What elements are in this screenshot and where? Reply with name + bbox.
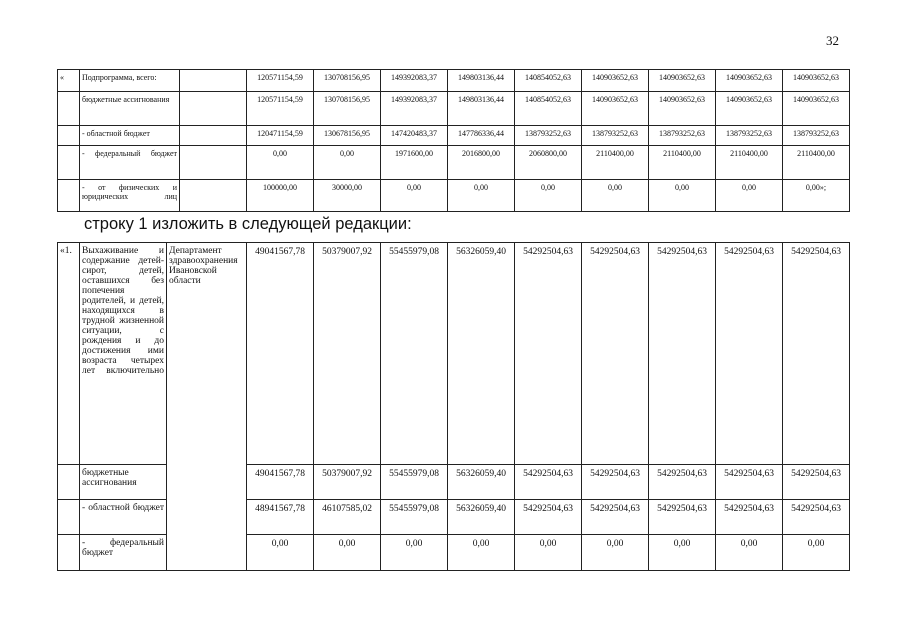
value-cell: 0,00 [247, 146, 314, 180]
executor-cell: Департамент здравоохранения Ивановской области [167, 243, 247, 571]
value-cell: 54292504,63 [716, 500, 783, 535]
value-cell: 147420483,37 [381, 126, 448, 146]
value-cell: 55455979,08 [381, 243, 448, 465]
row-number-cell [58, 535, 80, 571]
row-number-cell [58, 465, 80, 500]
value-cell: 0,00 [247, 535, 314, 571]
value-cell: 0,00 [515, 535, 582, 571]
edit-instruction-heading: строку 1 изложить в следующей редакции: [84, 215, 412, 233]
value-cell: 140854052,63 [515, 92, 582, 126]
value-cell: 54292504,63 [515, 243, 582, 465]
table-row [58, 92, 850, 126]
row-number-cell [58, 146, 80, 180]
value-cell: 140903652,63 [582, 70, 649, 92]
value-cell: 0,00 [716, 180, 783, 212]
value-cell: 149803136,44 [448, 92, 515, 126]
value-cell: 2110400,00 [582, 146, 649, 180]
row-number-cell [58, 500, 80, 535]
row-number-cell [58, 126, 80, 146]
value-cell: 140903652,63 [783, 92, 850, 126]
value-cell: 55455979,08 [381, 465, 448, 500]
value-cell: 54292504,63 [582, 465, 649, 500]
value-cell: 140903652,63 [649, 70, 716, 92]
value-cell: 138793252,63 [716, 126, 783, 146]
value-cell: 54292504,63 [649, 243, 716, 465]
row-label-cell: Подпрограмма, всего: [80, 70, 180, 92]
row-label-cell: - федеральный бюджет [80, 535, 167, 571]
value-cell: 120471154,59 [247, 126, 314, 146]
executor-cell [180, 126, 247, 146]
value-cell: 56326059,40 [448, 500, 515, 535]
value-cell: 54292504,63 [716, 243, 783, 465]
table-row [58, 180, 850, 212]
executor-cell [180, 180, 247, 212]
value-cell: 149392083,37 [381, 70, 448, 92]
value-cell: 130708156,95 [314, 92, 381, 126]
value-cell: 54292504,63 [582, 243, 649, 465]
executor-cell [180, 70, 247, 92]
executor-cell [180, 92, 247, 126]
table-row [58, 126, 850, 146]
value-cell: 1971600,00 [381, 146, 448, 180]
value-cell: 0,00 [649, 535, 716, 571]
subprogram-table [57, 69, 850, 212]
value-cell: 0,00 [381, 180, 448, 212]
row-number-cell [58, 180, 80, 212]
row-number-cell: « [58, 70, 80, 92]
value-cell: 0,00 [515, 180, 582, 212]
value-cell: 54292504,63 [783, 465, 850, 500]
value-cell: 138793252,63 [783, 126, 850, 146]
value-cell: 50379007,92 [314, 243, 381, 465]
value-cell: 0,00 [783, 535, 850, 571]
value-cell: 130678156,95 [314, 126, 381, 146]
value-cell: 0,00»; [783, 180, 850, 212]
value-cell: 54292504,63 [515, 465, 582, 500]
value-cell: 54292504,63 [649, 500, 716, 535]
value-cell: 138793252,63 [649, 126, 716, 146]
page-number: 32 [826, 33, 839, 48]
row-number-cell: «1. [58, 243, 80, 465]
value-cell: 56326059,40 [448, 243, 515, 465]
value-cell: 138793252,63 [582, 126, 649, 146]
value-cell: 138793252,63 [515, 126, 582, 146]
value-cell: 56326059,40 [448, 465, 515, 500]
row-label-cell: - от физических и юридических лиц [80, 180, 180, 212]
activity-name-cell: Выхаживание и содержание детей-сирот, детей, оставшихся без попечения родителей, и детей, находящихся в трудной жизненной ситуации, с рождения и до достижения ими возраста четырех лет включительно [80, 243, 167, 465]
value-cell: 100000,00 [247, 180, 314, 212]
value-cell: 2016800,00 [448, 146, 515, 180]
value-cell: 2110400,00 [649, 146, 716, 180]
value-cell: 2110400,00 [783, 146, 850, 180]
value-cell: 0,00 [716, 535, 783, 571]
table-row [58, 70, 850, 92]
value-cell: 49041567,78 [247, 243, 314, 465]
value-cell: 54292504,63 [582, 500, 649, 535]
executor-cell [180, 146, 247, 180]
value-cell: 54292504,63 [515, 500, 582, 535]
row-label-cell: - областной бюджет [80, 500, 167, 535]
row-number-cell [58, 92, 80, 126]
value-cell: 0,00 [381, 535, 448, 571]
value-cell: 46107585,02 [314, 500, 381, 535]
value-cell: 49041567,78 [247, 465, 314, 500]
value-cell: 0,00 [448, 180, 515, 212]
value-cell: 140903652,63 [716, 70, 783, 92]
value-cell: 54292504,63 [783, 500, 850, 535]
value-cell: 0,00 [649, 180, 716, 212]
value-cell: 0,00 [582, 180, 649, 212]
value-cell: 147786336,44 [448, 126, 515, 146]
value-cell: 48941567,78 [247, 500, 314, 535]
value-cell: 120571154,59 [247, 92, 314, 126]
value-cell: 2110400,00 [716, 146, 783, 180]
value-cell: 54292504,63 [649, 465, 716, 500]
value-cell: 140903652,63 [649, 92, 716, 126]
table-row [58, 243, 850, 465]
value-cell: 149803136,44 [448, 70, 515, 92]
value-cell: 54292504,63 [783, 243, 850, 465]
value-cell: 55455979,08 [381, 500, 448, 535]
value-cell: 140903652,63 [582, 92, 649, 126]
row-label-cell: бюджетные ассигнования [80, 92, 180, 126]
value-cell: 54292504,63 [716, 465, 783, 500]
value-cell: 30000,00 [314, 180, 381, 212]
row-label-cell: - областной бюджет [80, 126, 180, 146]
value-cell: 140854052,63 [515, 70, 582, 92]
row-label-cell: - федеральный бюджет [80, 146, 180, 180]
value-cell: 0,00 [448, 535, 515, 571]
value-cell: 50379007,92 [314, 465, 381, 500]
value-cell: 140903652,63 [783, 70, 850, 92]
value-cell: 140903652,63 [716, 92, 783, 126]
value-cell: 149392083,37 [381, 92, 448, 126]
value-cell: 2060800,00 [515, 146, 582, 180]
value-cell: 120571154,59 [247, 70, 314, 92]
value-cell: 130708156,95 [314, 70, 381, 92]
value-cell: 0,00 [314, 535, 381, 571]
activity-table [57, 242, 850, 571]
value-cell: 0,00 [582, 535, 649, 571]
table-row [58, 146, 850, 180]
value-cell: 0,00 [314, 146, 381, 180]
row-label-cell: бюджетные ассигнования [80, 465, 167, 500]
